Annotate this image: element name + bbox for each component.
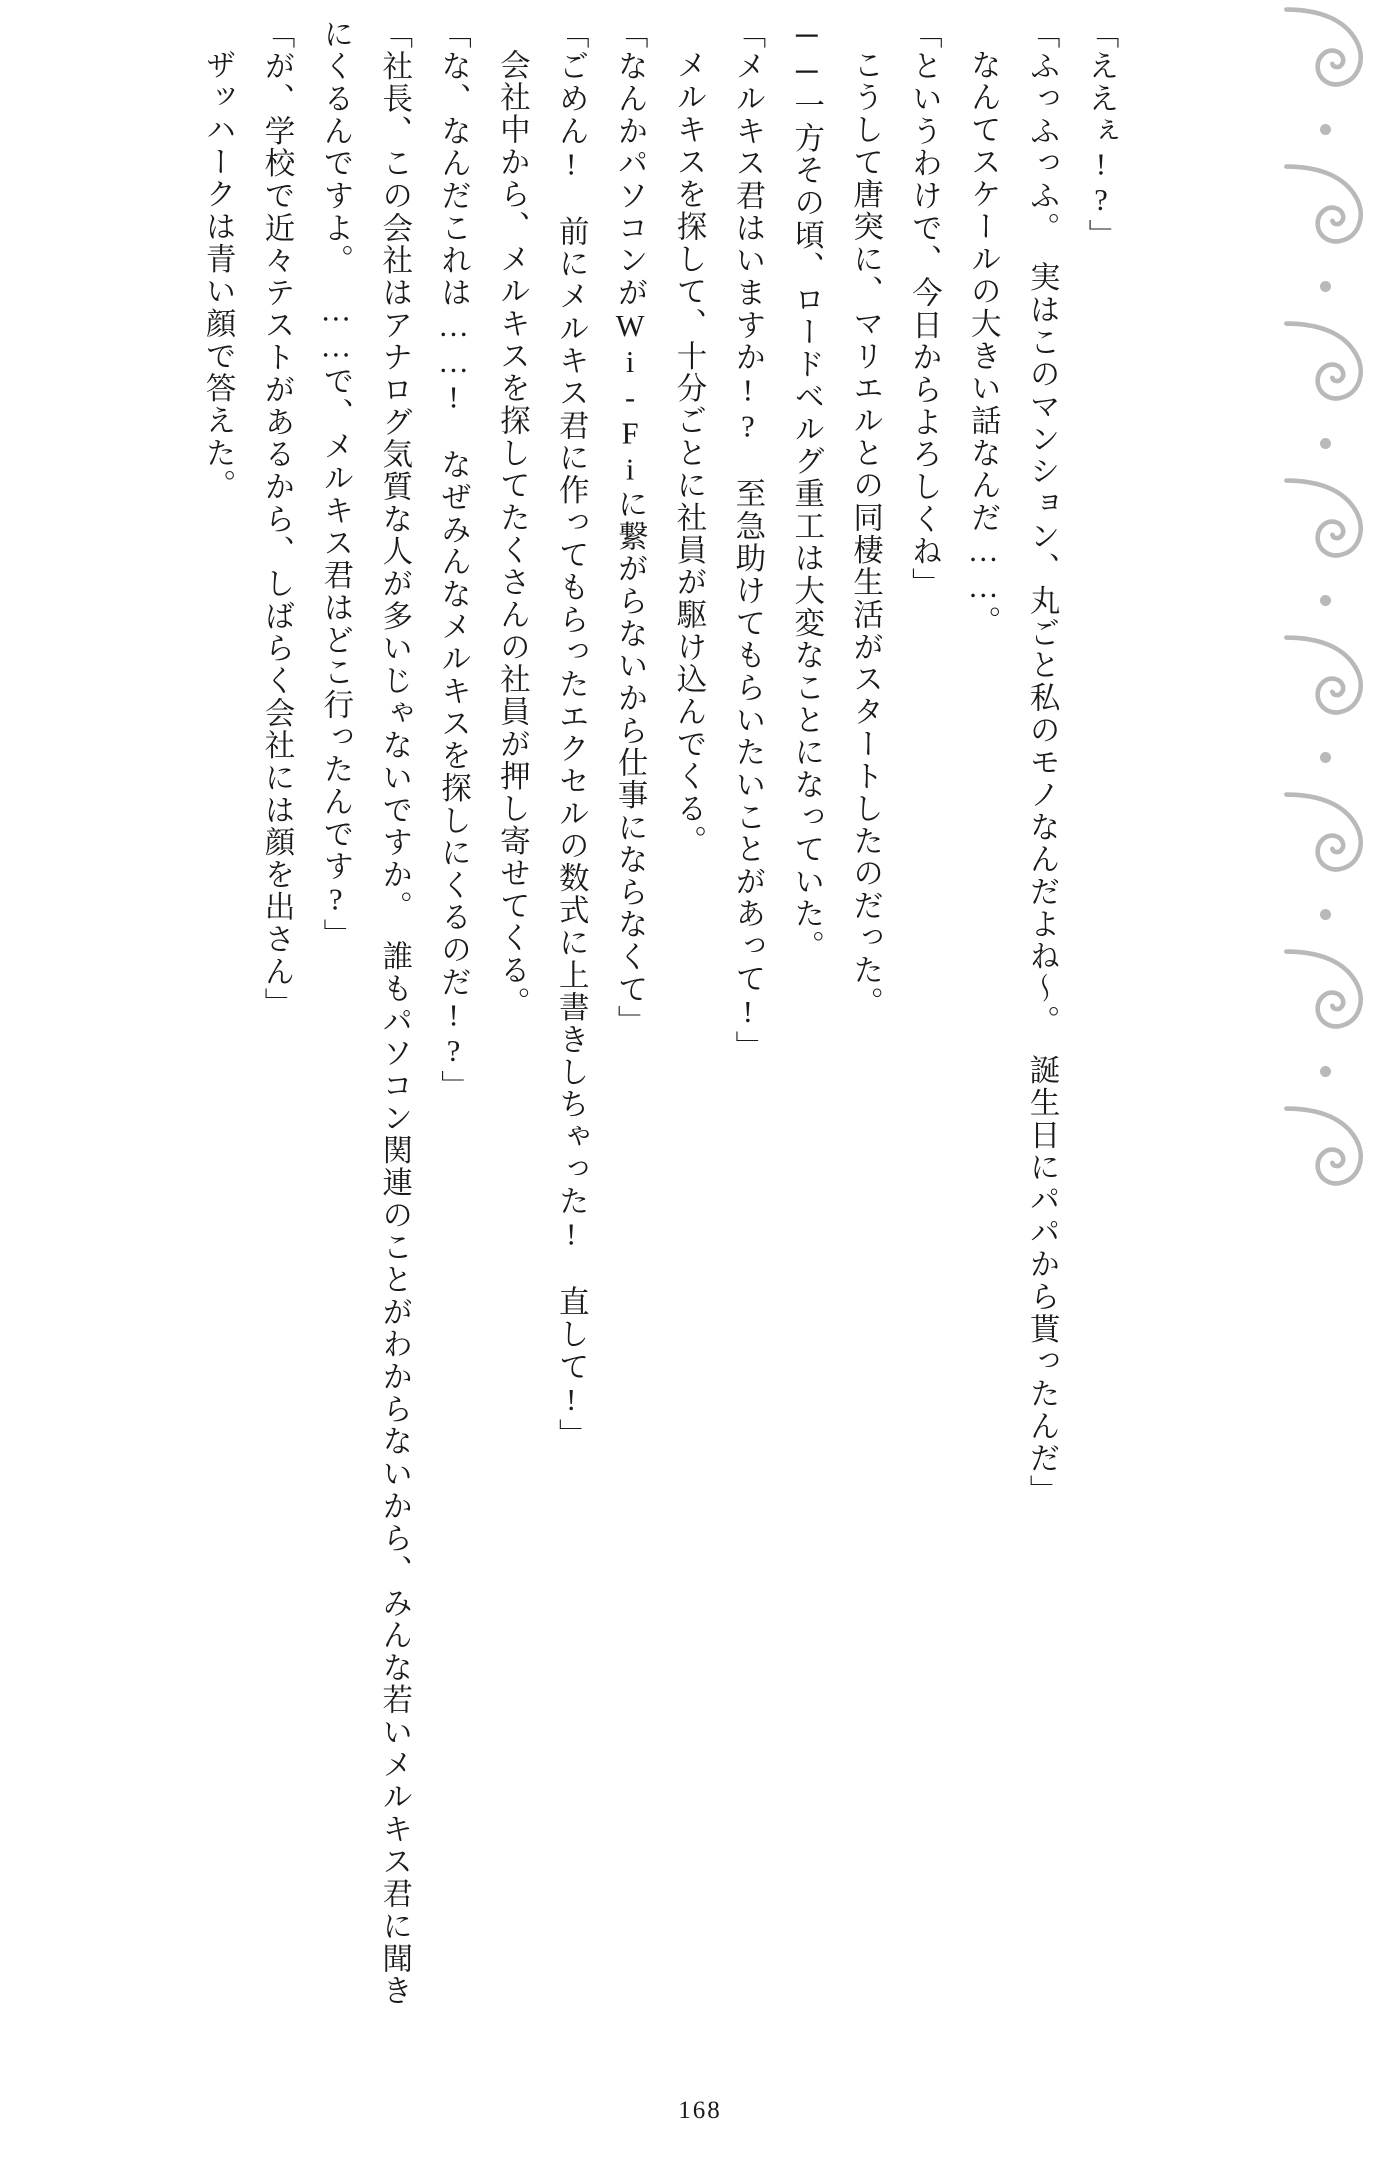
paragraph: 「ふっふっふ。 実はこのマンション、丸ごと私のモノなんだよね～。 誕生日にパパから貰ったんだ」 bbox=[1025, 18, 1060, 1508]
paragraph: 「メルキス君はいますか!? 至急助けてもらいたいことがあって!」 bbox=[730, 18, 765, 1064]
dot-ornament bbox=[1320, 281, 1331, 292]
swirl-flourish-icon bbox=[1279, 789, 1371, 881]
swirl-flourish-icon bbox=[1279, 632, 1371, 724]
swirl-flourish-icon bbox=[1279, 1103, 1371, 1195]
paragraph: なんてスケールの大きい話なんだ……。 bbox=[966, 48, 1001, 638]
page-number: 168 bbox=[678, 2097, 722, 2124]
dot-ornament bbox=[1320, 909, 1331, 920]
dot-ornament bbox=[1320, 1066, 1331, 1077]
page-body-text bbox=[60, 18, 1130, 2038]
dot-ornament bbox=[1320, 124, 1331, 135]
paragraph: 「な、なんだこれは……! なぜみんなメルキスを探しにくるのだ!?」 bbox=[436, 18, 471, 1103]
paragraph: ザッハークは青い顔で答えた。 bbox=[201, 48, 236, 502]
swirl-flourish-icon bbox=[1279, 4, 1371, 96]
paragraph: 「が、学校で近々テストがあるから、しばらく会社には顔を出さん」 bbox=[259, 18, 294, 1021]
paragraph: 「社長、この会社はアナログ気質な人が多いじゃないですか。 誰もパソコン関連のことがわからないから、みんな若いメルキス君に聞きにくるんですよ。 ……で、メルキス君はどこ行ったんです?」 bbox=[318, 18, 412, 2008]
paragraph: こうして唐突に、マリエルとの同棲生活がスタートしたのだった。 bbox=[848, 48, 883, 1019]
paragraph: ──一方その頃、ロードベルグ重工は大変なことになっていた。 bbox=[789, 18, 824, 963]
dot-ornament bbox=[1320, 752, 1331, 763]
ornament-column bbox=[1250, 0, 1400, 2167]
paragraph: 「というわけで、今日からよろしくね」 bbox=[907, 18, 942, 600]
paragraph: 会社中から、メルキスを探してたくさんの社員が押し寄せてくる。 bbox=[495, 48, 530, 1019]
paragraph: 「なんかパソコンがWi-Fiに繋がらないから仕事にならなくて」 bbox=[613, 18, 648, 1038]
swirl-flourish-icon bbox=[1279, 318, 1371, 410]
swirl-flourish-icon bbox=[1279, 946, 1371, 1038]
paragraph: 「ええぇ!?」 bbox=[1084, 18, 1118, 252]
paragraph: メルキスを探して、十分ごとに社員が駆け込んでくる。 bbox=[671, 48, 706, 857]
swirl-flourish-icon bbox=[1279, 475, 1371, 567]
dot-ornament bbox=[1320, 438, 1331, 449]
dot-ornament bbox=[1320, 595, 1331, 606]
swirl-flourish-icon bbox=[1279, 161, 1371, 253]
paragraph: 「ごめん! 前にメルキス君に作ってもらったエクセルの数式に上書きしちゃった! 直して!」 bbox=[554, 18, 589, 1452]
